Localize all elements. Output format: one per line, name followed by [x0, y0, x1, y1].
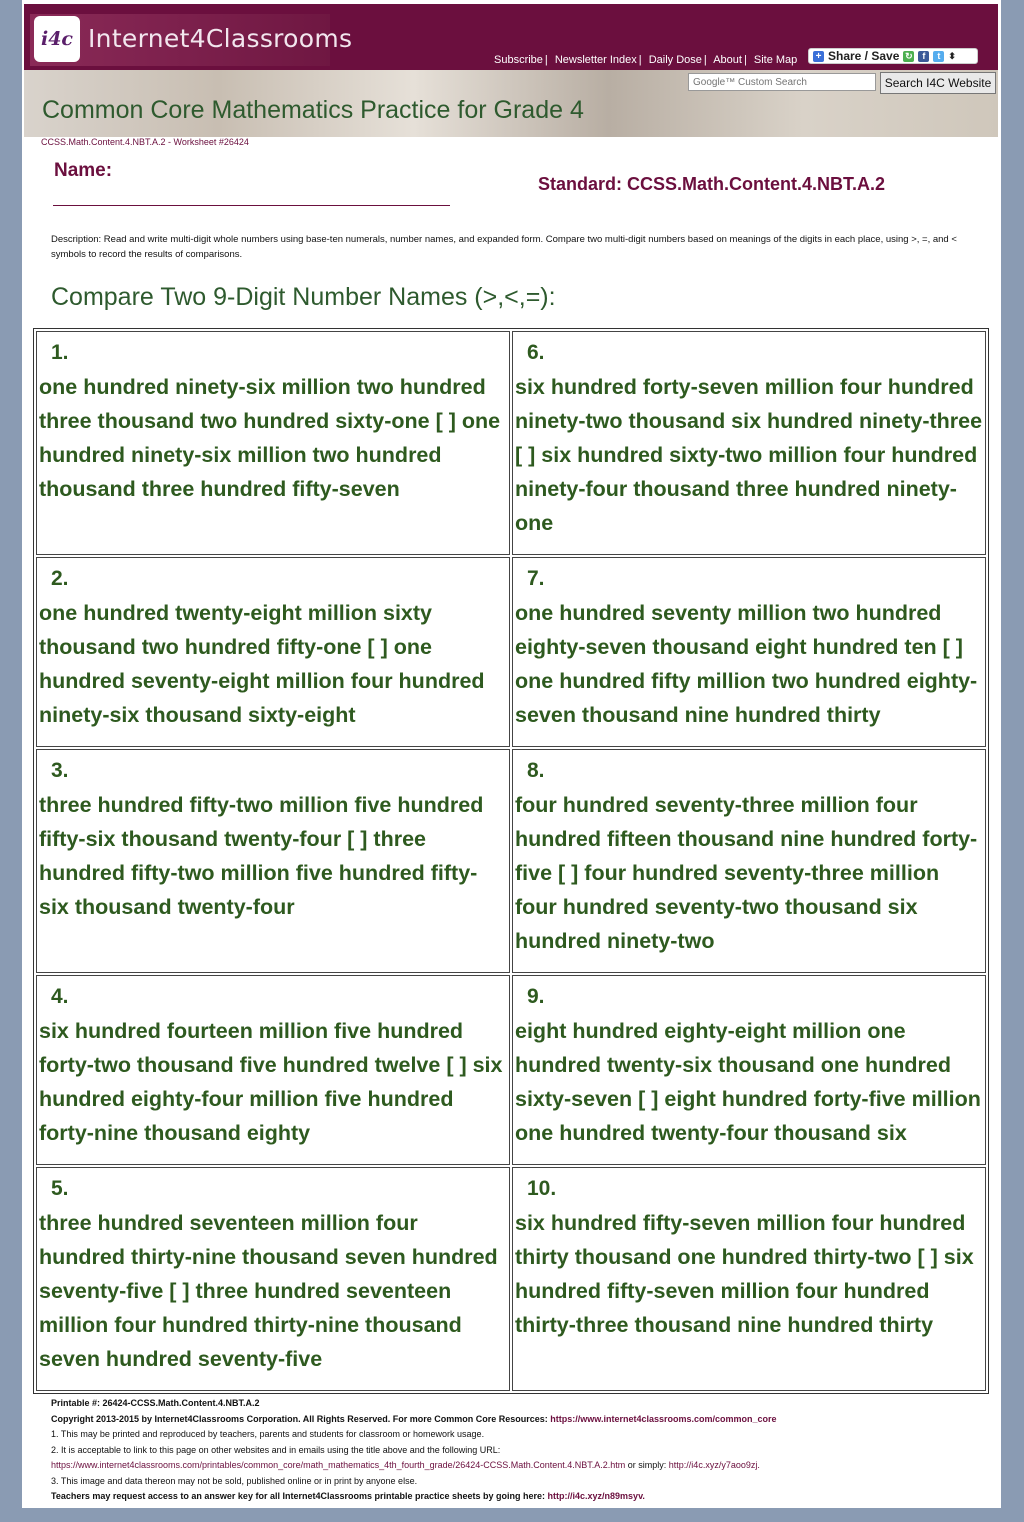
- facebook-icon: f: [918, 51, 929, 62]
- copyright: [51, 1412, 991, 1428]
- problem-text: three hundred seventeen million four hundred thirty-nine thousand seven hundred seventy-five [ ] three hundred seventeen million four hundred thirty-nine thousand seven hundred seventy-five: [39, 1211, 498, 1371]
- twitter-icon: t: [933, 51, 944, 62]
- problem-cell-8: [512, 749, 986, 973]
- worksheet-id: CCSS.Math.Content.4.NBT.A.2 - Worksheet #26424: [41, 137, 249, 147]
- problem-text: six hundred fourteen million five hundred forty-two thousand five hundred twelve [ ] six hundred eighty-four million five hundred forty-nine thousand eighty: [39, 1019, 503, 1145]
- problem-cell-9: [512, 975, 986, 1165]
- name-label: Name:: [54, 160, 113, 181]
- teachers-note: [51, 1489, 991, 1505]
- problem-cell-10: [512, 1167, 986, 1391]
- refresh-icon: ↻: [905, 50, 913, 61]
- standard-label: Standard: CCSS.Math.Content.4.NBT.A.2: [538, 174, 886, 194]
- search-input[interactable]: [688, 73, 876, 91]
- section-title: Compare Two 9-Digit Number Names (>,<,=):: [51, 283, 556, 311]
- teachers-text: Teachers may request access to an answer key for all Internet4Classrooms printable practice sheets by going here:: [51, 1491, 548, 1501]
- problem-text: six hundred forty-seven million four hundred ninety-two thousand six hundred ninety-three [ ] six hundred sixty-two million four hundred ninety-four thousand three hundred ninety-one: [515, 375, 983, 535]
- nav-site-map[interactable]: Site Map: [753, 54, 798, 66]
- problem-cell-7: [512, 557, 986, 747]
- problem-number: 4.: [51, 985, 69, 1008]
- share-plus-icon: +: [813, 51, 824, 62]
- share-label: Share / Save: [828, 49, 900, 63]
- common-core-link[interactable]: https://www.internet4classrooms.com/common_core: [550, 1413, 777, 1424]
- problem-cell-5: [36, 1167, 510, 1391]
- site-logo[interactable]: [30, 14, 353, 66]
- problem-number: 1.: [51, 341, 69, 364]
- problem-number: 10.: [527, 1177, 557, 1200]
- problem-text: three hundred fifty-two million five hundred fifty-six thousand twenty-four [ ] three hundred fifty-two million five hundred fifty-six thousand twenty-four: [39, 793, 484, 919]
- problem-cell-6: [512, 331, 986, 555]
- problem-text: one hundred seventy million two hundred eighty-seven thousand eight hundred ten [ ] one hundred fifty million two hundred eighty-seven thousand nine hundred thirty: [515, 601, 978, 727]
- nav-subscribe[interactable]: Subscribe: [494, 54, 543, 66]
- problem-text: one hundred ninety-six million two hundred three thousand two hundred sixty-one [ ] one hundred ninety-six million two hundred thousand three hundred fifty-seven: [39, 375, 501, 501]
- note-1: 1. This may be printed and reproduced by teachers, parents and students for classroom or homework usage.: [51, 1429, 485, 1439]
- url-line: [51, 1458, 991, 1474]
- problem-number: 3.: [51, 759, 69, 782]
- share-save-button[interactable]: [808, 48, 978, 64]
- printable-number: Printable #: 26424-CCSS.Math.Content.4.NBT.A.2: [51, 1398, 260, 1408]
- search-button[interactable]: Search I4C Website: [880, 72, 996, 94]
- page-title: Common Core Mathematics Practice for Grade 4: [42, 96, 584, 124]
- url-or: or simply:: [625, 1460, 669, 1470]
- logo-badge-icon: i4c: [34, 16, 80, 62]
- logo-text: Internet4Classrooms: [88, 24, 353, 53]
- top-nav: Subscribe | Newsletter Index | Daily Dose | About | Site Map: [494, 54, 798, 66]
- site-header: [24, 4, 998, 70]
- answer-key-link[interactable]: http://i4c.xyz/n89msyv.: [547, 1491, 645, 1501]
- name-line: [53, 205, 450, 206]
- worksheet-page: [22, 0, 1001, 1508]
- long-url-link[interactable]: https://www.internet4classrooms.com/printables/common_core/math_mathematics_4th_fourth_grade/26424-CCSS.Math.Content.4.NBT.A.2.htm: [51, 1460, 626, 1470]
- problem-number: 7.: [527, 567, 545, 590]
- nav-daily-dose[interactable]: Daily Dose: [648, 54, 702, 66]
- footer: [51, 1396, 991, 1505]
- problem-grid: [33, 328, 989, 1394]
- problem-text: four hundred seventy-three million four hundred fifteen thousand nine hundred forty-five [ ] four hundred seventy-three million four hundred seventy-two thousand six hundred ninety-two: [515, 793, 978, 953]
- problem-text: one hundred twenty-eight million sixty thousand two hundred fifty-one [ ] one hundred seventy-eight million four hundred ninety-six thousand sixty-eight: [39, 601, 485, 727]
- problem-number: 6.: [527, 341, 545, 364]
- problem-cell-3: [36, 749, 510, 973]
- problem-number: 5.: [51, 1177, 69, 1200]
- nav-about[interactable]: About: [713, 54, 742, 66]
- problem-cell-2: [36, 557, 510, 747]
- short-url-link[interactable]: http://i4c.xyz/y7aoo9zj.: [668, 1460, 760, 1470]
- nav-newsletter-index[interactable]: Newsletter Index: [554, 54, 637, 66]
- problem-text: eight hundred eighty-eight million one hundred twenty-six thousand one hundred sixty-seven [ ] eight hundred forty-five million one hundred twenty-four thousand six: [515, 1019, 981, 1145]
- note-3: 3. This image and data thereon may not be sold, published online or in print by anyone else.: [51, 1475, 418, 1486]
- problem-number: 8.: [527, 759, 545, 782]
- problem-text: six hundred fifty-seven million four hundred thirty thousand one hundred thirty-two [ ] six hundred fifty-seven million four hundred thirty-three thousand nine hundred thirty: [515, 1211, 974, 1337]
- dropdown-icon: ⬍: [948, 50, 956, 61]
- problem-cell-4: [36, 975, 510, 1165]
- problem-number: 2.: [51, 567, 69, 590]
- note-2: 2. It is acceptable to link to this page on other websites and in emails using the title above and the following URL:: [51, 1444, 501, 1455]
- description: Description: Read and write multi-digit whole numbers using base-ten numerals, number names, and expanded form. Compare two multi-digit numbers based on meanings of the digits in each place, using >, =, and < symbols to record the results of comparisons.: [51, 234, 957, 260]
- problem-number: 9.: [527, 985, 545, 1008]
- copyright-text: Copyright 2013-2015 by Internet4Classrooms Corporation. All Rights Reserved. For more Common Core Resources:: [51, 1413, 551, 1424]
- problem-cell-1: [36, 331, 510, 555]
